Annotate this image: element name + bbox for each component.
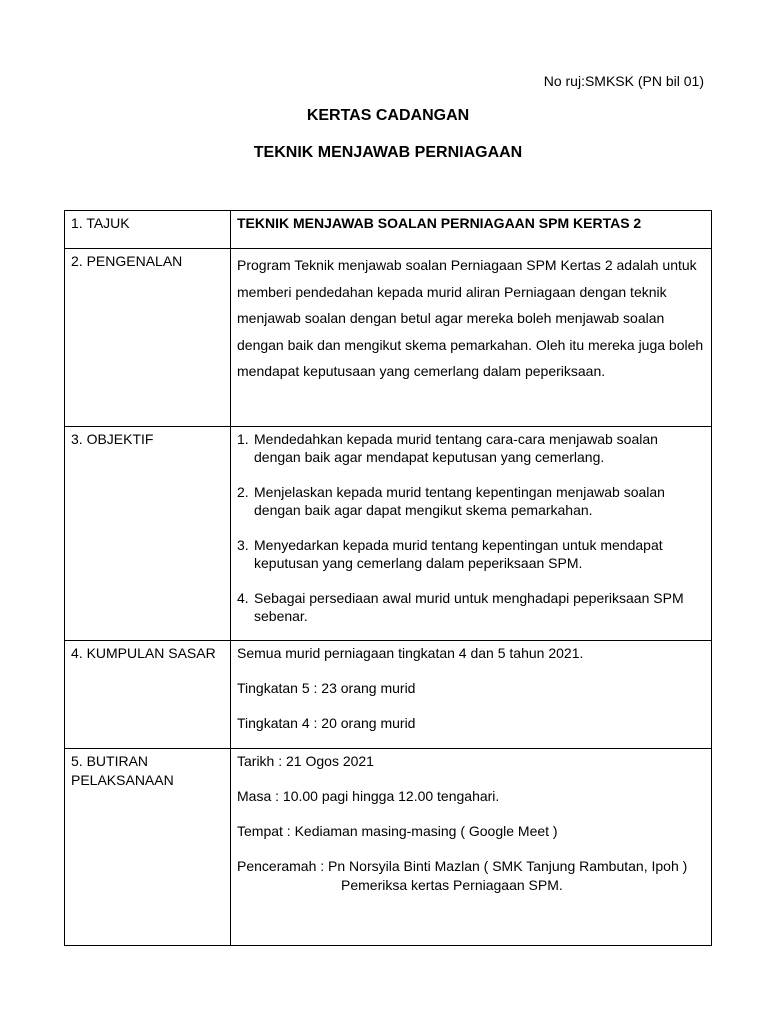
objektif-item <box>237 483 705 519</box>
kumpulan-label: 4. KUMPULAN SASAR <box>65 641 231 749</box>
butiran-label: 5. BUTIRAN PELAKSANAAN <box>65 749 231 946</box>
tajuk-label: 1. TAJUK <box>65 211 231 249</box>
objektif-item-text: Sebagai persediaan awal murid untuk menghadapi peperiksaan SPM sebenar. <box>254 590 684 624</box>
butiran-cell <box>231 749 712 946</box>
kumpulan-line: Semua murid perniagaan tingkatan 4 dan 5 tahun 2021. <box>237 645 584 661</box>
objektif-item-number: 3. <box>237 537 249 553</box>
row-butiran <box>65 749 712 946</box>
pengenalan-label: 2. PENGENALAN <box>65 249 231 427</box>
row-tajuk <box>65 211 712 249</box>
objektif-item <box>237 589 705 625</box>
kumpulan-line: Tingkatan 4 : 20 orang murid <box>237 715 416 731</box>
reference-number: No ruj:SMKSK (PN bil 01) <box>543 73 704 89</box>
butiran-penceramah-role: Pemeriksa kertas Perniagaan SPM. <box>341 877 563 893</box>
kumpulan-line: Tingkatan 5 : 23 orang murid <box>237 680 416 696</box>
butiran-penceramah: Penceramah : Pn Norsyila Binti Mazlan ( SMK Tanjung Rambutan, Ipoh ) <box>237 858 688 874</box>
tajuk-content: TEKNIK MENJAWAB SOALAN PERNIAGAAN SPM KERTAS 2 <box>231 211 712 249</box>
butiran-tempat: Tempat : Kediaman masing-masing ( Google Meet ) <box>237 823 558 839</box>
document-title: KERTAS CADANGAN <box>306 107 470 124</box>
kumpulan-cell <box>231 641 712 749</box>
objektif-item <box>237 536 705 572</box>
proposal-table <box>64 210 712 946</box>
objektif-item-number: 4. <box>237 590 249 606</box>
objektif-item-number: 2. <box>237 484 249 500</box>
objektif-item-number: 1. <box>237 431 249 447</box>
butiran-masa: Masa : 10.00 pagi hingga 12.00 tengahari. <box>237 788 500 804</box>
butiran-tarikh: Tarikh : 21 Ogos 2021 <box>237 753 374 769</box>
objektif-label: 3. OBJEKTIF <box>65 427 231 641</box>
row-objektif <box>65 427 712 641</box>
objektif-item-text: Menjelaskan kepada murid tentang kepentingan menjawab soalan dengan baik agar dapat mengikut skema pemarkahan. <box>254 484 665 518</box>
pengenalan-cell <box>231 249 712 427</box>
document-subtitle: TEKNIK MENJAWAB PERNIAGAAN <box>253 144 523 161</box>
objektif-cell <box>231 427 712 641</box>
row-pengenalan <box>65 249 712 427</box>
pengenalan-text: Program Teknik menjawab soalan Perniagaan SPM Kertas 2 adalah untuk memberi pendedahan kepada murid aliran Perniagaan dengan teknik menjawab soalan dengan betul agar mereka boleh menjawab soalan dengan baik dan mengikut skema pemarkahan. Oleh itu mereka juga boleh mendapat keputusaan yang cemerlang dalam peperiksaan. <box>237 257 704 379</box>
row-kumpulan-sasar <box>65 641 712 749</box>
objektif-item <box>237 430 705 466</box>
objektif-item-text: Menyedarkan kepada murid tentang kepentingan untuk mendapat keputusan yang cemerlang dalam peperiksaan SPM. <box>254 537 663 571</box>
objektif-item-text: Mendedahkan kepada murid tentang cara-cara menjawab soalan dengan baik agar mendapat keputusan yang cemerlang. <box>254 431 658 465</box>
objektif-list <box>237 430 705 625</box>
